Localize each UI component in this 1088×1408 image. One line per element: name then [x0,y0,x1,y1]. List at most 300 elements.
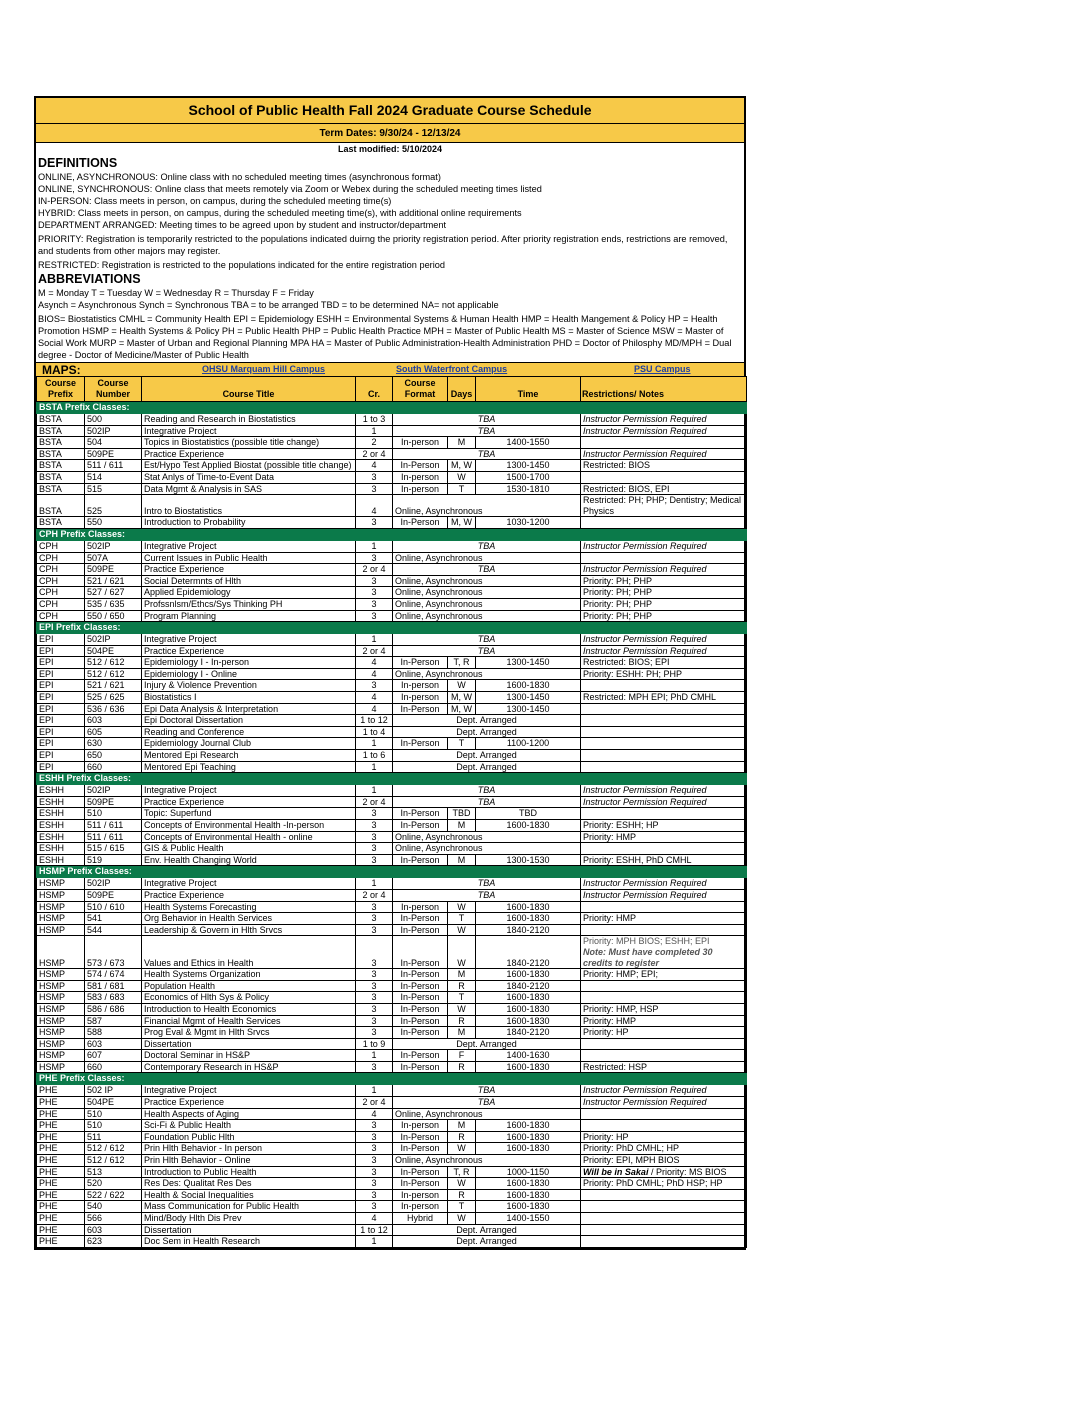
section-label: PHE Prefix Classes: [37,1073,747,1085]
table-row [37,564,747,576]
number-cell: 550 [85,517,142,529]
title-cell: Integrative Project [142,540,356,552]
prefix-cell: BSTA [37,437,85,449]
credits-cell: 1 to 12 [356,1224,393,1236]
prefix-cell: EPI [37,680,85,692]
table-row [37,1038,747,1050]
credits-cell: 3 [356,471,393,483]
table-row [37,854,747,866]
prefix-cell: HSMP [37,913,85,925]
credits-cell: 3 [356,1003,393,1015]
page-title: School of Public Health Fall 2024 Graduate Course Schedule [36,98,744,124]
days-cell: W [448,924,476,936]
table-row [37,1003,747,1015]
prefix-cell: BSTA [37,460,85,472]
section-label: BSTA Prefix Classes: [37,402,747,414]
credits-cell: 3 [356,1143,393,1155]
prefix-cell: EPI [37,703,85,715]
title-cell: Epidemiology I - In-person [142,657,356,669]
definition-line: ONLINE, SYNCHRONOUS: Online class that meets remotely via Zoom or Webex during the scheduled meeting times listed [38,184,542,194]
column-header: Cr. [356,377,393,402]
number-cell: 504PE [85,1097,142,1109]
credits-cell: 3 [356,552,393,564]
time-cell: 1600-1830 [476,1143,581,1155]
table-row [37,1155,747,1167]
prefix-cell: PHE [37,1166,85,1178]
number-cell: 527 / 627 [85,587,142,599]
table-row [37,1097,747,1109]
credits-cell: 2 [356,437,393,449]
title-cell: Epi Doctoral Dissertation [142,715,356,727]
number-cell: 515 / 615 [85,843,142,855]
schedule-body [37,402,747,1248]
notes-cell [581,1050,747,1062]
number-cell: 583 / 683 [85,992,142,1004]
time-cell: 1400-1550 [476,1213,581,1225]
notes-cell: Instructor Permission Required [581,1097,747,1109]
time-cell: 1600-1830 [476,1015,581,1027]
days-cell: W [448,1003,476,1015]
number-cell: 573 / 673 [85,936,142,969]
credits-cell: 2 or 4 [356,448,393,460]
title-cell: Practice Experience [142,645,356,657]
days-cell: W [448,1213,476,1225]
format-cell: In-person [393,692,448,704]
title-cell: Epidemiology I - Online [142,668,356,680]
prefix-cell: EPI [37,634,85,646]
title-cell: Env. Health Changing World [142,854,356,866]
prefix-cell: BSTA [37,517,85,529]
number-cell: 525 [85,495,142,517]
marquam-hill-map-link[interactable]: OHSU Marquam Hill Campus [202,364,326,374]
definition-line: HYBRID: Class meets in person, on campus, during the scheduled meeting time(s), with additional online requirements [38,208,522,218]
table-row [37,1061,747,1073]
title-cell: Practice Experience [142,796,356,808]
credits-cell: 3 [356,1131,393,1143]
number-cell: 574 / 674 [85,969,142,981]
time-cell: 1400-1630 [476,1050,581,1062]
table-row [37,610,747,622]
credits-cell: 3 [356,587,393,599]
time-cell: 1400-1550 [476,437,581,449]
table-row [37,761,747,773]
table-row [37,738,747,750]
credits-cell: 1 to 3 [356,414,393,426]
days-cell: M, W [448,703,476,715]
notes-cell [581,680,747,692]
title-cell: Practice Experience [142,889,356,901]
time-cell: 1300-1450 [476,460,581,472]
number-cell: 525 / 625 [85,692,142,704]
title-cell: Concepts of Environmental Health -In-person [142,820,356,832]
notes-cell: Instructor Permission Required [581,785,747,797]
number-cell: 512 / 612 [85,668,142,680]
prefix-cell: HSMP [37,936,85,969]
title-cell: Integrative Project [142,785,356,797]
definition-line: DEPARTMENT ARRANGED: Meeting times to be agreed upon by student and instructor/department [38,220,447,230]
credits-cell: 3 [356,1201,393,1213]
title-cell: Integrative Project [142,425,356,437]
credits-cell: 3 [356,820,393,832]
note-separator: / [648,1166,656,1177]
credits-cell: 4 [356,668,393,680]
format-cell: In-person [393,1189,448,1201]
days-cell: M [448,820,476,832]
days-cell: T [448,913,476,925]
title-cell: Dissertation [142,1038,356,1050]
table-row [37,437,747,449]
time-cell: TBA [393,540,581,552]
section-label: ESHH Prefix Classes: [37,773,747,785]
time-cell: 1840-2120 [476,936,581,969]
title-cell: Concepts of Environmental Health - online [142,831,356,843]
table-row [37,657,747,669]
number-cell: 512 / 612 [85,1155,142,1167]
credits-cell: 3 [356,969,393,981]
title-cell: Social Determnts of Hlth [142,575,356,587]
notes-cell [581,1120,747,1132]
psu-campus-map-link[interactable]: PSU Campus [634,364,691,374]
credits-cell: 1 to 12 [356,715,393,727]
prefix-cell: PHE [37,1120,85,1132]
format-cell: In-person [393,680,448,692]
time-cell: 1000-1150 [476,1166,581,1178]
prefix-cell: HSMP [37,1061,85,1073]
time-cell: 1300-1450 [476,692,581,704]
notes-cell: Instructor Permission Required [581,1085,747,1097]
prefix-cell: CPH [37,575,85,587]
notes-cell [581,437,747,449]
table-row [37,483,747,495]
notes-cell [581,715,747,727]
days-cell: W [448,901,476,913]
title-cell: Financial Mgmt of Health Services [142,1015,356,1027]
credits-cell: 2 or 4 [356,564,393,576]
notes-cell [581,936,747,969]
prefix-cell: EPI [37,645,85,657]
format-cell: Online, Asynchronous [393,587,581,599]
days-cell: M, W [448,517,476,529]
number-cell: 511 / 611 [85,460,142,472]
sakai-note: Will be in Sakai [583,1166,649,1177]
number-cell: 502 IP [85,1085,142,1097]
number-cell: 509PE [85,448,142,460]
notes-cell [581,750,747,762]
credits-cell: 3 [356,831,393,843]
prefix-cell: PHE [37,1201,85,1213]
title-cell: Prin Hlth Behavior - Online [142,1155,356,1167]
number-cell: 550 / 650 [85,610,142,622]
credits-cell: 3 [356,1027,393,1039]
priority-definition: PRIORITY: Registration is temporarily restricted to the populations indicated duirng the priority registration period. After priority registration ends, restrictions are removed, and students from other majors may register. [38,234,728,256]
title-cell: Biostatistics I [142,692,356,704]
course-schedule-sheet [34,96,746,1250]
prefix-cell: PHE [37,1085,85,1097]
notes-cell: Instructor Permission Required [581,540,747,552]
prefix-cell: ESHH [37,843,85,855]
format-cell: In-Person [393,924,448,936]
prefix-cell: PHE [37,1236,85,1248]
days-cell: F [448,1050,476,1062]
prefix-cell: ESHH [37,785,85,797]
table-row [37,796,747,808]
time-cell: 1300-1530 [476,854,581,866]
time-cell: 1300-1450 [476,703,581,715]
table-row [37,1224,747,1236]
notes-cell [581,738,747,750]
table-row [37,680,747,692]
table-row [37,726,747,738]
notes-cell: Restricted: MPH EPI; PhD CMHL [581,692,747,704]
notes-cell [581,924,747,936]
credits-cell: 1 [356,1085,393,1097]
notes-cell: Priority: HMP, HSP [581,1003,747,1015]
credits-cell: 3 [356,936,393,969]
prefix-cell: PHE [37,1097,85,1109]
notes-cell: Instructor Permission Required [581,425,747,437]
title-cell: Practice Experience [142,564,356,576]
prefix-cell: EPI [37,726,85,738]
number-cell: 581 / 681 [85,980,142,992]
format-cell: Online, Asynchronous [393,598,581,610]
definitions-heading: DEFINITIONS [38,156,118,170]
table-row [37,820,747,832]
time-cell: 1100-1200 [476,738,581,750]
credits-cell: 3 [356,1189,393,1201]
credits-cell: 2 or 4 [356,796,393,808]
time-cell: 1600-1830 [476,992,581,1004]
table-row [37,913,747,925]
prefix-cell: HSMP [37,1027,85,1039]
notes-cell: Priority: ESHH: PH; PHP [581,668,747,680]
days-cell: W [448,471,476,483]
title-cell: GIS & Public Health [142,843,356,855]
number-cell: 502IP [85,878,142,890]
credits-cell: 1 to 6 [356,750,393,762]
title-cell: Leadership & Govern in Hlth Srvcs [142,924,356,936]
number-cell: 510 [85,1108,142,1120]
number-cell: 510 / 610 [85,901,142,913]
number-cell: 588 [85,1027,142,1039]
section-header-row [37,528,747,540]
prefix-cell: PHE [37,1213,85,1225]
notes-cell: Priority: PH; PHP [581,587,747,599]
title-cell: Economics of Hlth Sys & Policy [142,992,356,1004]
days-cell: M, W [448,460,476,472]
number-cell: 540 [85,1201,142,1213]
time-cell: TBA [393,425,581,437]
time-cell: TBD [476,808,581,820]
title-cell: Topic: Superfund [142,808,356,820]
number-cell: 509PE [85,796,142,808]
format-cell: Online, Asynchronous [393,668,581,680]
credits-cell: 3 [356,913,393,925]
table-row [37,495,747,517]
title-cell: Introduction to Probability [142,517,356,529]
prefix-cell: BSTA [37,483,85,495]
title-cell: Practice Experience [142,1097,356,1109]
notes-cell: Instructor Permission Required [581,634,747,646]
notes-cell: Priority: PhD CMHL; HP [581,1143,747,1155]
notes-cell [581,1224,747,1236]
credits-cell: 3 [356,1120,393,1132]
column-header: Days [448,377,476,402]
title-cell: Integrative Project [142,878,356,890]
credits-cell: 2 or 4 [356,1097,393,1109]
time-cell: TBA [393,645,581,657]
table-row [37,1236,747,1248]
credits-cell: 4 [356,657,393,669]
credits-cell: 1 to 4 [356,726,393,738]
title-cell: Profssnlsm/Ethcs/Sys Thinking PH [142,598,356,610]
definition-line: ONLINE, ASYNCHRONOUS: Online class with no scheduled meeting times (asynchronous format) [38,172,441,182]
credits-cell: 3 [356,575,393,587]
title-cell: Intro to Biostatistics [142,495,356,517]
prefix-cell: PHE [37,1189,85,1201]
notes-cell: Priority: HMP [581,1015,747,1027]
table-row [37,1189,747,1201]
time-cell: Dept. Arranged [393,750,581,762]
table-row [37,969,747,981]
format-cell: In-Person [393,703,448,715]
notes-cell: Priority: EPI, MPH BIOS [581,1155,747,1167]
notes-cell [581,1189,747,1201]
days-cell: R [448,1189,476,1201]
number-cell: 521 / 621 [85,575,142,587]
south-waterfront-map-link[interactable]: South Waterfront Campus [396,364,508,374]
number-cell: 521 / 621 [85,680,142,692]
format-cell: Online, Asynchronous [393,1108,581,1120]
title-cell: Contemporary Research in HS&P [142,1061,356,1073]
time-cell: TBA [393,1097,581,1109]
prefix-cell: HSMP [37,901,85,913]
credits-cell: 4 [356,1108,393,1120]
format-cell: In-Person [393,517,448,529]
title-cell: Integrative Project [142,1085,356,1097]
format-cell: In-Person [393,992,448,1004]
table-row [37,1143,747,1155]
section-header-row [37,402,747,414]
time-cell: 1500-1700 [476,471,581,483]
prefix-cell: HSMP [37,1003,85,1015]
credits-cell: 3 [356,598,393,610]
time-cell: 1600-1830 [476,901,581,913]
number-cell: 541 [85,913,142,925]
format-cell: Hybrid [393,1213,448,1225]
table-row [37,448,747,460]
prefix-cell: HSMP [37,969,85,981]
table-row [37,992,747,1004]
title-cell: Epi Data Analysis & Interpretation [142,703,356,715]
notes-cell: Priority: HMP [581,831,747,843]
number-cell: 603 [85,1224,142,1236]
format-cell: In-person [393,471,448,483]
section-label: CPH Prefix Classes: [37,528,747,540]
notes-cell: Restricted: PH; PHP; Dentistry; Medical Physics [581,495,747,517]
number-cell: 512 / 612 [85,1143,142,1155]
number-cell: 536 / 636 [85,703,142,715]
prefix-cell: BSTA [37,448,85,460]
title-cell: Dissertation [142,1224,356,1236]
table-row [37,808,747,820]
term-dates: Term Dates: 9/30/24 - 12/13/24 [36,124,744,143]
table-row [37,703,747,715]
time-cell: 1600-1830 [476,913,581,925]
credits-cell: 2 or 4 [356,889,393,901]
prefix-cell: BSTA [37,414,85,426]
title-cell: Foundation Public Hlth [142,1131,356,1143]
format-cell: In-Person [393,657,448,669]
credits-cell: 4 [356,1213,393,1225]
title-cell: Injury & Violence Prevention [142,680,356,692]
number-cell: 500 [85,414,142,426]
notes-cell: Priority: PH; PHP [581,610,747,622]
number-cell: 511 / 611 [85,820,142,832]
title-cell: Mass Communication for Public Health [142,1201,356,1213]
prefix-cell: HSMP [37,992,85,1004]
format-cell: In-Person [393,1166,448,1178]
prefix-cell: PHE [37,1131,85,1143]
table-row [37,540,747,552]
notes-cell: Priority: ESHH; HP [581,820,747,832]
prefix-cell: CPH [37,540,85,552]
title-cell: Current Issues in Public Health [142,552,356,564]
credits-cell: 3 [356,483,393,495]
credits-cell: 4 [356,692,393,704]
credits-cell: 1 [356,425,393,437]
notes-cell [581,517,747,529]
definition-line: IN-PERSON: Class meets in person, on campus, during the scheduled meeting time(s) [38,196,392,206]
table-row [37,552,747,564]
table-row [37,750,747,762]
format-cell: In-Person [393,820,448,832]
credits-cell: 3 [356,1166,393,1178]
title-cell: Est/Hypo Test Applied Biostat (possible title change) [142,460,356,472]
title-cell: Sci-Fi & Public Health [142,1120,356,1132]
days-cell: M [448,1120,476,1132]
table-row [37,425,747,437]
time-cell: TBA [393,634,581,646]
credits-cell: 3 [356,924,393,936]
prefix-cell: PHE [37,1178,85,1190]
format-cell: Online, Asynchronous [393,843,581,855]
days-cell: W [448,680,476,692]
credits-cell: 1 [356,878,393,890]
format-cell: In-Person [393,1050,448,1062]
prefix-cell: CPH [37,564,85,576]
notes-cell [581,1213,747,1225]
format-cell: Online, Asynchronous [393,495,581,517]
prefix-cell: BSTA [37,425,85,437]
credits-cell: 4 [356,703,393,715]
notes-cell [581,980,747,992]
abbrev-formats: Asynch = Asynchronous Synch = Synchronous TBA = to be arranged TBD = to be determined NA= not applicable [38,300,499,310]
notes-cell [581,1166,747,1178]
title-cell: Prin Hlth Behavior - In person [142,1143,356,1155]
table-row [37,460,747,472]
format-cell: In-Person [393,854,448,866]
credits-cell: 1 [356,634,393,646]
title-cell: Mentored Epi Research [142,750,356,762]
table-row [37,936,747,969]
prefix-cell: HSMP [37,1015,85,1027]
title-cell: Values and Ethics in Health [142,936,356,969]
format-cell: In-Person [393,1061,448,1073]
number-cell: 509PE [85,564,142,576]
days-cell: M [448,969,476,981]
title-cell: Data Mgmt & Analysis in SAS [142,483,356,495]
table-row [37,1166,747,1178]
